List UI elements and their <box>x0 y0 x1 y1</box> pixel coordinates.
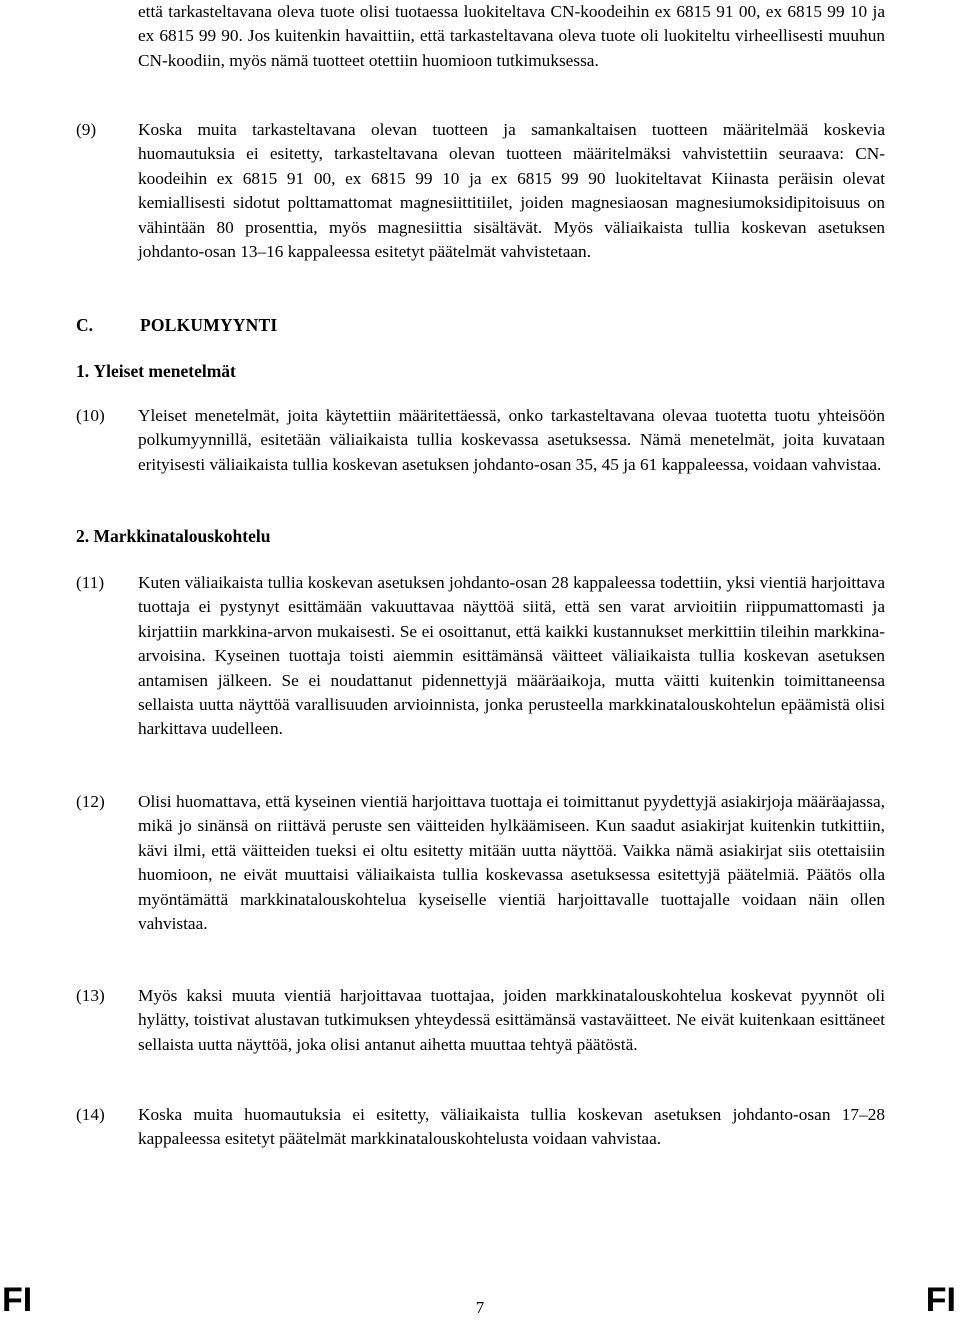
footer-language-left: FI <box>2 1281 33 1319</box>
subheading-title: Markkinatalouskohtelu <box>93 526 271 546</box>
footer-language-right: FI <box>925 1281 956 1319</box>
subheading <box>76 524 270 548</box>
subheading-title: Yleiset menetelmät <box>93 361 236 381</box>
footer-page-number: 7 <box>475 1298 485 1317</box>
paragraph-number: (13) <box>76 986 105 1005</box>
paragraph-number: (9) <box>76 120 97 139</box>
subheading-number: 1. <box>76 361 90 381</box>
paragraph-number: (11) <box>76 573 105 592</box>
paragraph-text: Koska muita huomautuksia ei esitetty, väliaikaista tullia koskevan asetuksen johdanto-osan 17–28 kappaleessa esitetyt päätelmät markkinatalouskohtelusta voidaan vahvistaa. <box>138 1105 885 1149</box>
paragraph-text: Kuten väliaikaista tullia koskevan asetuksen johdanto-osan 28 kappaleessa todettiin, yksi vientiä harjoittava tuottaja ei pystynyt esittämään vakuuttavaa näyttöä siitä, että sen varat arvioitiin riippumattomasti ja kirjattiin markkina-arvon mukaisesti. Se ei osoittanut, että kaikki kustannukset merkittiin tileihin markkina-arvoisina. Kyseinen tuottaja toisti aiemmin esittämänsä väitteet väliaikaista tullia koskevan asetuksen antamisen jälkeen. Se ei noudattanut pidennettyjä määräaikoja, mutta väitti kuitenkin toimittaneensa sellaista uutta näyttöä varallisuuden arvioinnista, jonka perusteella markkinatalouskohtelun epäämistä olisi harkittava uudelleen. <box>138 573 885 739</box>
subheading-number: 2. <box>76 526 90 546</box>
section-letter: C. <box>76 315 94 335</box>
section-title: POLKUMYYNTI <box>140 315 278 335</box>
paragraph-number: (10) <box>76 406 105 425</box>
paragraph-text: Yleiset menetelmät, joita käytettiin määritettäessä, onko tarkasteltavana olevaa tuotetta tuotu yhteisöön polkumyynnillä, esitetään väliaikaista tullia koskevassa asetuksessa. Nämä menetelmät, joita kuvataan erityisesti väliaikaista tullia koskevan asetuksen johdanto-osan 35, 45 ja 61 kappaleessa, voidaan vahvistaa. <box>138 406 885 474</box>
intro-paragraph: että tarkasteltavana oleva tuote olisi tuotaessa luokiteltava CN-koodeihin ex 6815 91 00, ex 6815 99 10 ja ex 6815 99 90. Jos kuitenkin havaittiin, että tarkasteltavana oleva tuote oli luokiteltu virheellisesti muuhun CN-koodiin, myös nämä tuotteet otettiin huomioon tutkimuksessa. <box>138 2 885 70</box>
paragraph-number: (14) <box>76 1105 105 1124</box>
paragraph-text: Koska muita tarkasteltavana olevan tuotteen ja samankaltaisen tuotteen määritelmää koskevia huomautuksia ei esitetty, tarkasteltavana olevan tuotteen määritelmäksi vahvistettiin seuraava: CN-koodeihin ex 6815 91 00, ex 6815 99 10 ja ex 6815 99 90 luokiteltavat Kiinasta peräisin olevat kemiallisesti sidotut polttamattomat magnesiittitiilet, joiden magnesiaosan magnesiumoksidipitoisuus on vähintään 80 prosenttia, myös magnesiittia sisältävät. Myös väliaikaista tullia koskevan asetuksen johdanto-osan 13–16 kappaleessa esitetyt päätelmät vahvistetaan. <box>138 120 885 262</box>
subheading <box>76 359 236 383</box>
paragraph-text: Olisi huomattava, että kyseinen vientiä harjoittava tuottaja ei toimittanut pyydettyjä asiakirjoja määräajassa, mikä jo sinänsä on riittävä peruste sen väitteiden hylkäämiseen. Kun saadut asiakirjat kuitenkin tutkittiin, kävi ilmi, että väitteiden tueksi ei oltu esitetty mitään uutta näyttöä. Vaikka nämä asiakirjat siis otettaisiin huomioon, ne eivät muuttaisi väliaikaista tullia koskevassa asetuksessa esitettyjä päätelmiä. Päätös olla myöntämättä markkinatalouskohtelua kyseiselle vientiä harjoittavalle tuottajalle voidaan näin ollen vahvistaa. <box>138 792 885 934</box>
paragraph-number: (12) <box>76 792 105 811</box>
paragraph-text: Myös kaksi muuta vientiä harjoittavaa tuottajaa, joiden markkinatalouskohtelua koskevat pyynnöt oli hylätty, toistivat alustavan tutkimuksen yhteydessä esittämänsä vastaväitteet. Ne eivät kuitenkaan esittäneet sellaista uutta näyttöä, joka olisi antanut aihetta muuttaa tehtyä päätöstä. <box>138 986 885 1054</box>
